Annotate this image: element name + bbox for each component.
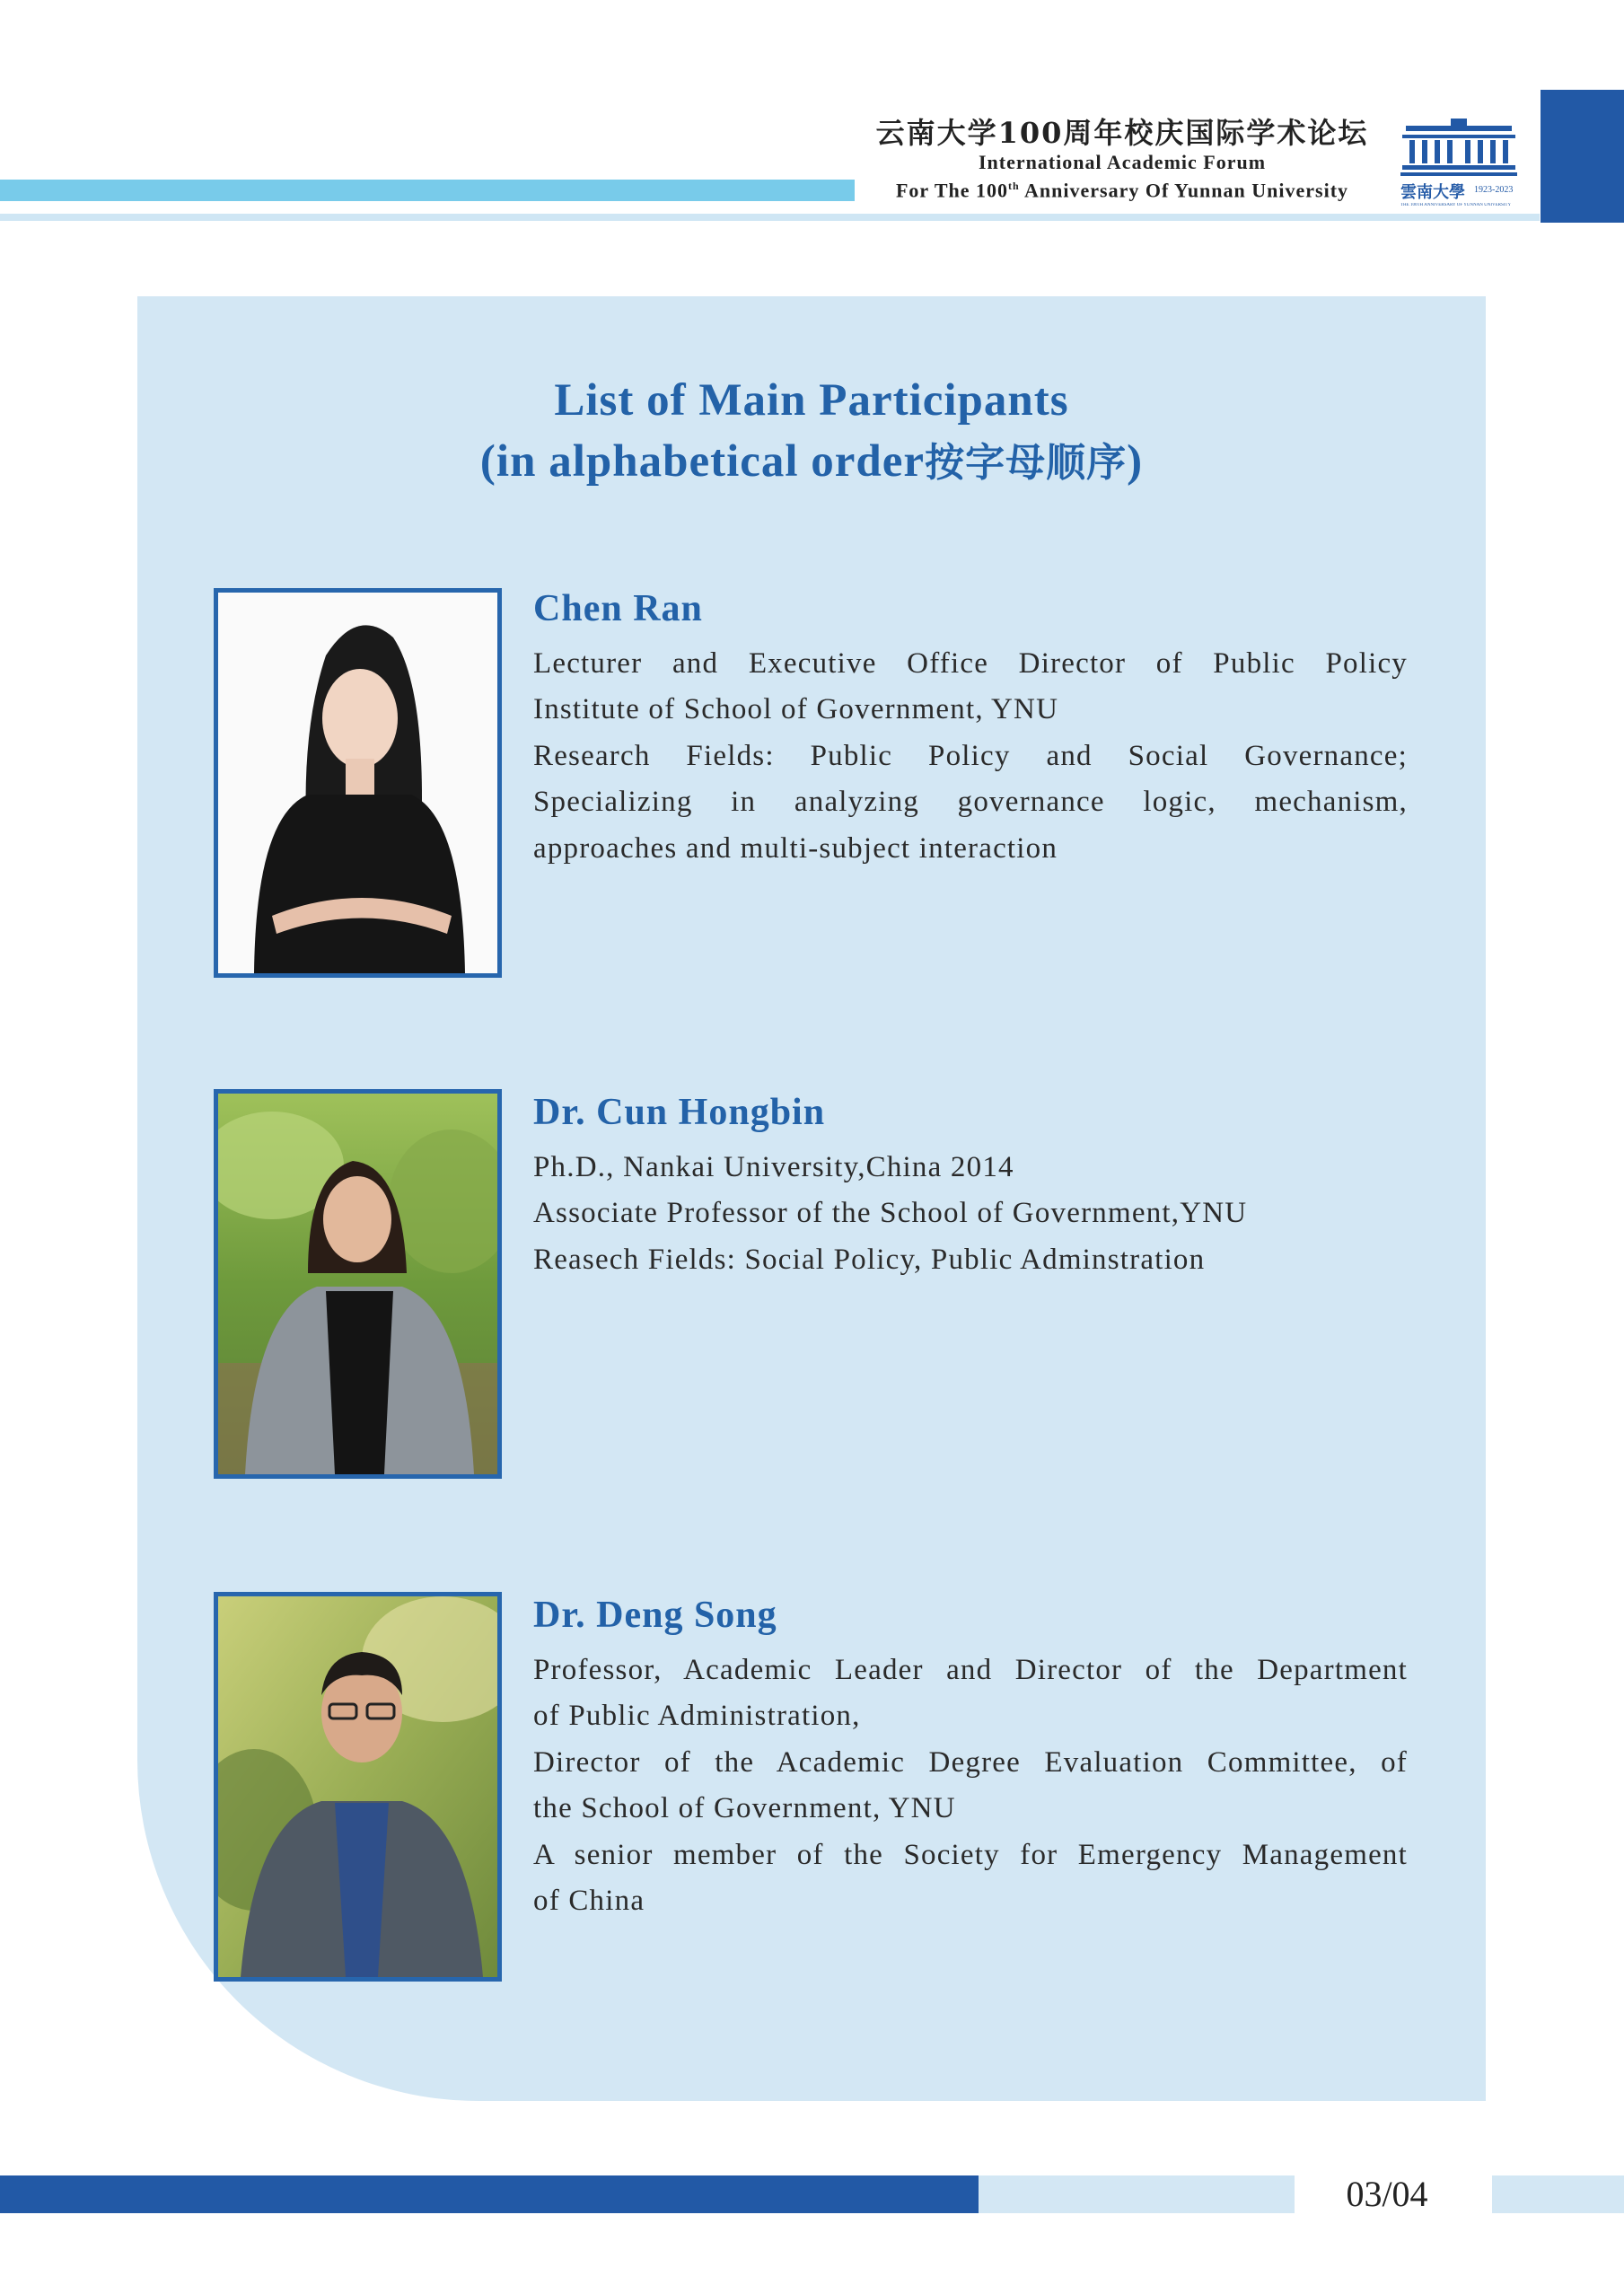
participant-description xyxy=(533,1648,1408,1924)
forum-title-cn: 云南大学100周年校庆国际学术论坛 xyxy=(875,116,1369,150)
footer-bar-light xyxy=(979,2175,1295,2213)
footer-bar-dark xyxy=(0,2175,979,2213)
description-line: Lecturer and Executive Office Director of Public Policy xyxy=(533,647,1408,680)
participant-photo-deng-song xyxy=(214,1592,502,1982)
page-title-line1: List of Main Participants xyxy=(554,375,1069,426)
description-line: Director of the Academic Degree Evaluation Committee, of xyxy=(533,1745,1408,1779)
description-line: of China xyxy=(533,1885,645,1918)
description-line: Professor, Academic Leader and Director of the Department xyxy=(533,1654,1408,1686)
forum-title-en-line1: International Academic Forum xyxy=(978,151,1267,173)
description-line: Specializing in analyzing governance logic, mechanism, xyxy=(533,786,1408,819)
logo-years: 1923-2023 xyxy=(1474,185,1514,195)
university-logo xyxy=(1400,119,1517,217)
description-line: Research Fields: Public Policy and Social Governance; xyxy=(533,739,1408,772)
description-line: Institute of School of Government, YNU xyxy=(533,693,1059,726)
participant-photo-chen-ran xyxy=(214,588,502,978)
header-accent-bar xyxy=(0,180,855,201)
page-number: 03/04 xyxy=(1346,2174,1428,2214)
description-line: of Public Administration, xyxy=(533,1700,861,1733)
building-icon xyxy=(1400,119,1517,178)
forum-title-en-line2: For The 100th Anniversary Of Yunnan University xyxy=(895,179,1349,202)
participant-description xyxy=(533,641,1408,872)
participant-name: Dr. Deng Song xyxy=(533,1595,777,1636)
forum-title xyxy=(862,115,1383,202)
description-line: the School of Government, YNU xyxy=(533,1792,956,1825)
portrait-man-icon xyxy=(218,1596,497,1977)
participant-name: Dr. Cun Hongbin xyxy=(533,1092,826,1133)
description-line: Reasech Fields: Social Policy, Public Adminstration xyxy=(533,1243,1206,1276)
header-divider xyxy=(0,214,1540,221)
participant-name: Chen Ran xyxy=(533,588,703,629)
description-line: Ph.D., Nankai University,China 2014 xyxy=(533,1151,1014,1183)
description-line: A senior member of the Society for Emergency Management xyxy=(533,1838,1408,1871)
description-line: approaches and multi-subject interaction xyxy=(533,831,1058,865)
participant-description xyxy=(533,1145,1408,1283)
description-line: Associate Professor of the School of Government,YNU xyxy=(533,1197,1248,1230)
logo-subtitle: THE 100TH ANNIVERSARY OF YUNNAN UNIVERSITY xyxy=(1400,203,1512,207)
participant-photo-cun-hongbin xyxy=(214,1089,502,1479)
logo-name: 雲南大學 xyxy=(1400,183,1465,202)
page-title-line2: (in alphabetical order按字母顺序) xyxy=(479,436,1144,487)
page-title xyxy=(137,370,1486,494)
footer-bar-light-end xyxy=(1492,2175,1624,2213)
header-corner-block xyxy=(1541,90,1624,223)
portrait-woman-icon xyxy=(218,593,497,973)
portrait-woman-icon xyxy=(218,1094,497,1474)
